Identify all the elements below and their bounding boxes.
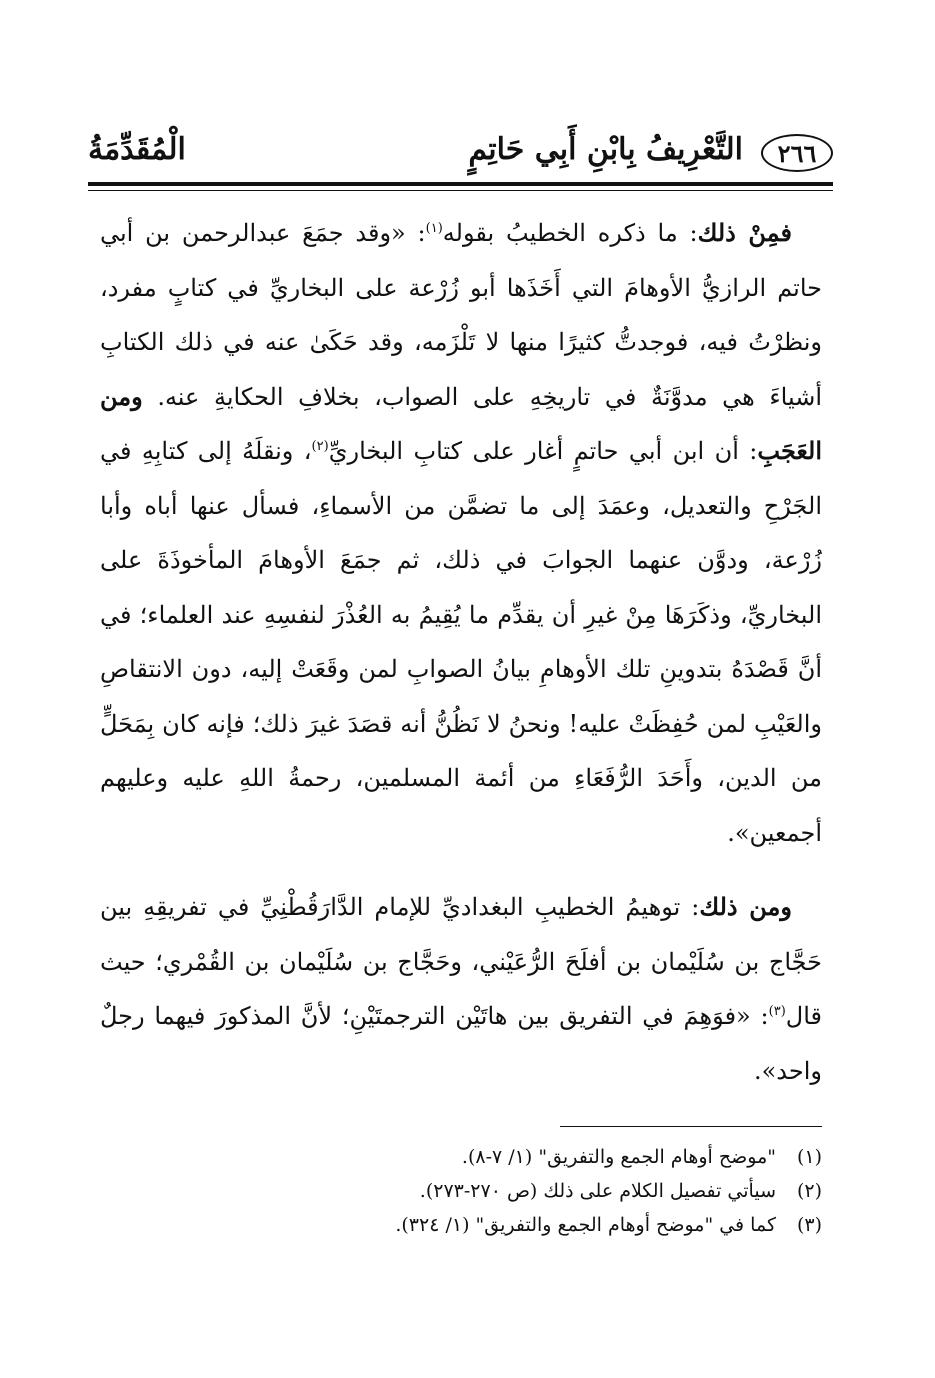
book-title: التَّعْرِيفُ بِابْنِ أَبِي حَاتِمٍ — [468, 132, 743, 167]
paragraph-text: : توهيمُ الخطيبِ البغداديِّ للإمام الدَّارَقُطْنِيِّ في تفريقِهِ بين حَجَّاج بن سُلَيْمان بن أفلَحَ الرُّعَيْني، وحَجَّاج بن سُلَيْمان بن القُمْري؛ حيث قال — [100, 893, 822, 1030]
paragraph-text: ، ونقلَهُ إلى كتابِهِ في الجَرْحِ والتعديل، وعمَدَ إلى ما تضمَّن من الأسماءِ، فسأل عنها أباه وأبا زُرْعة، ودوَّن عنهما الجوابَ في ذلك، ثم جمَعَ الأوهامَ المأخوذَةَ على البخاريِّ، وذكَرَهَا مِنْ غيرِ أن يقدِّم ما يُقِيمُ به العُذْرَ لنفسِهِ عند العلماء؛ في أنَّ قَصْدَهُ بتدوينِ تلك الأوهامِ بيانُ الصوابِ لمن وقَعَتْ إليه، دون الانتقاصِ والعَيْبِ لمن حُفِظَتْ عليه! ونحنُ لا نَظُنُّ أنه قصَدَ غيرَ ذلك؛ فإنه كان بِمَحَلٍّ من الدين، وأَحَدَ الرُّفَعَاءِ من أئمة المسلمين، رحمةُ اللهِ عليه وعليهم أجمعين». — [100, 437, 823, 847]
section-title: الْمُقَدِّمَةُ — [88, 132, 186, 167]
footnote-ref: (٢) — [311, 439, 329, 454]
paragraph-text: : «فوَهِمَ في التفريق بين هاتَيْن الترجمتَيْنِ؛ لأنَّ المذكورَ فيهما رجلٌ واحد». — [100, 1002, 822, 1085]
footnote-ref: (٣) — [768, 1004, 786, 1019]
footnote-rule — [560, 1126, 822, 1127]
footnote — [100, 1208, 822, 1242]
page-number: ٢٦٦ — [761, 134, 833, 172]
footnote-number: (٣) — [796, 1214, 822, 1236]
footnote — [100, 1174, 822, 1208]
paragraph-text: : أن ابن أبي حاتمٍ أغار على كتابِ البخاريِّ — [328, 437, 758, 465]
footnote-number: (١) — [796, 1146, 822, 1168]
paragraph-2 — [100, 880, 822, 1098]
paragraph-text: : «وقد جمَعَ عبدالرحمن بن أبي حاتم الرازيُّ الأوهامَ التي أَخَذَها أبو زُرْعة على البخاريِّ في كتابٍ مفرد، ونظرْتُ فيه، فوجدتُّ كثيرًا منها لا تَلْزَمه، وقد حَكَىٰ عنه في ذلك الكتابِ أشياءَ هي مدوَّنَةٌ في تاريخِهِ على الصواب، بخلافِ الحكايةِ عنه. — [100, 219, 822, 411]
paragraph-lead: فمِنْ ذلك — [697, 218, 792, 247]
footnote-ref: (١) — [425, 221, 443, 236]
paragraph-lead: ومن ذلك — [699, 892, 792, 921]
footnote-number: (٢) — [796, 1180, 822, 1202]
page-header — [88, 128, 833, 178]
header-rule-thick — [88, 182, 833, 186]
paragraph-1 — [100, 206, 822, 860]
header-rule-thin — [88, 190, 833, 191]
footnote-text: كما في "موضح أوهام الجمع والتفريق" (١/ ٣٢٤). — [395, 1214, 776, 1236]
footnote-text: سيأتي تفصيل الكلام على ذلك (ص ٢٧٠-٢٧٣). — [419, 1180, 776, 1202]
paragraph-lead: ومن العَجَبِ — [100, 381, 822, 465]
paragraph-text: : ما ذكره الخطيبُ بقوله — [442, 219, 698, 247]
footnote-text: "موضح أوهام الجمع والتفريق" (١/ ٧-٨). — [461, 1146, 776, 1168]
main-text — [100, 206, 822, 1098]
footnotes — [100, 1140, 822, 1242]
footnote — [100, 1140, 822, 1174]
